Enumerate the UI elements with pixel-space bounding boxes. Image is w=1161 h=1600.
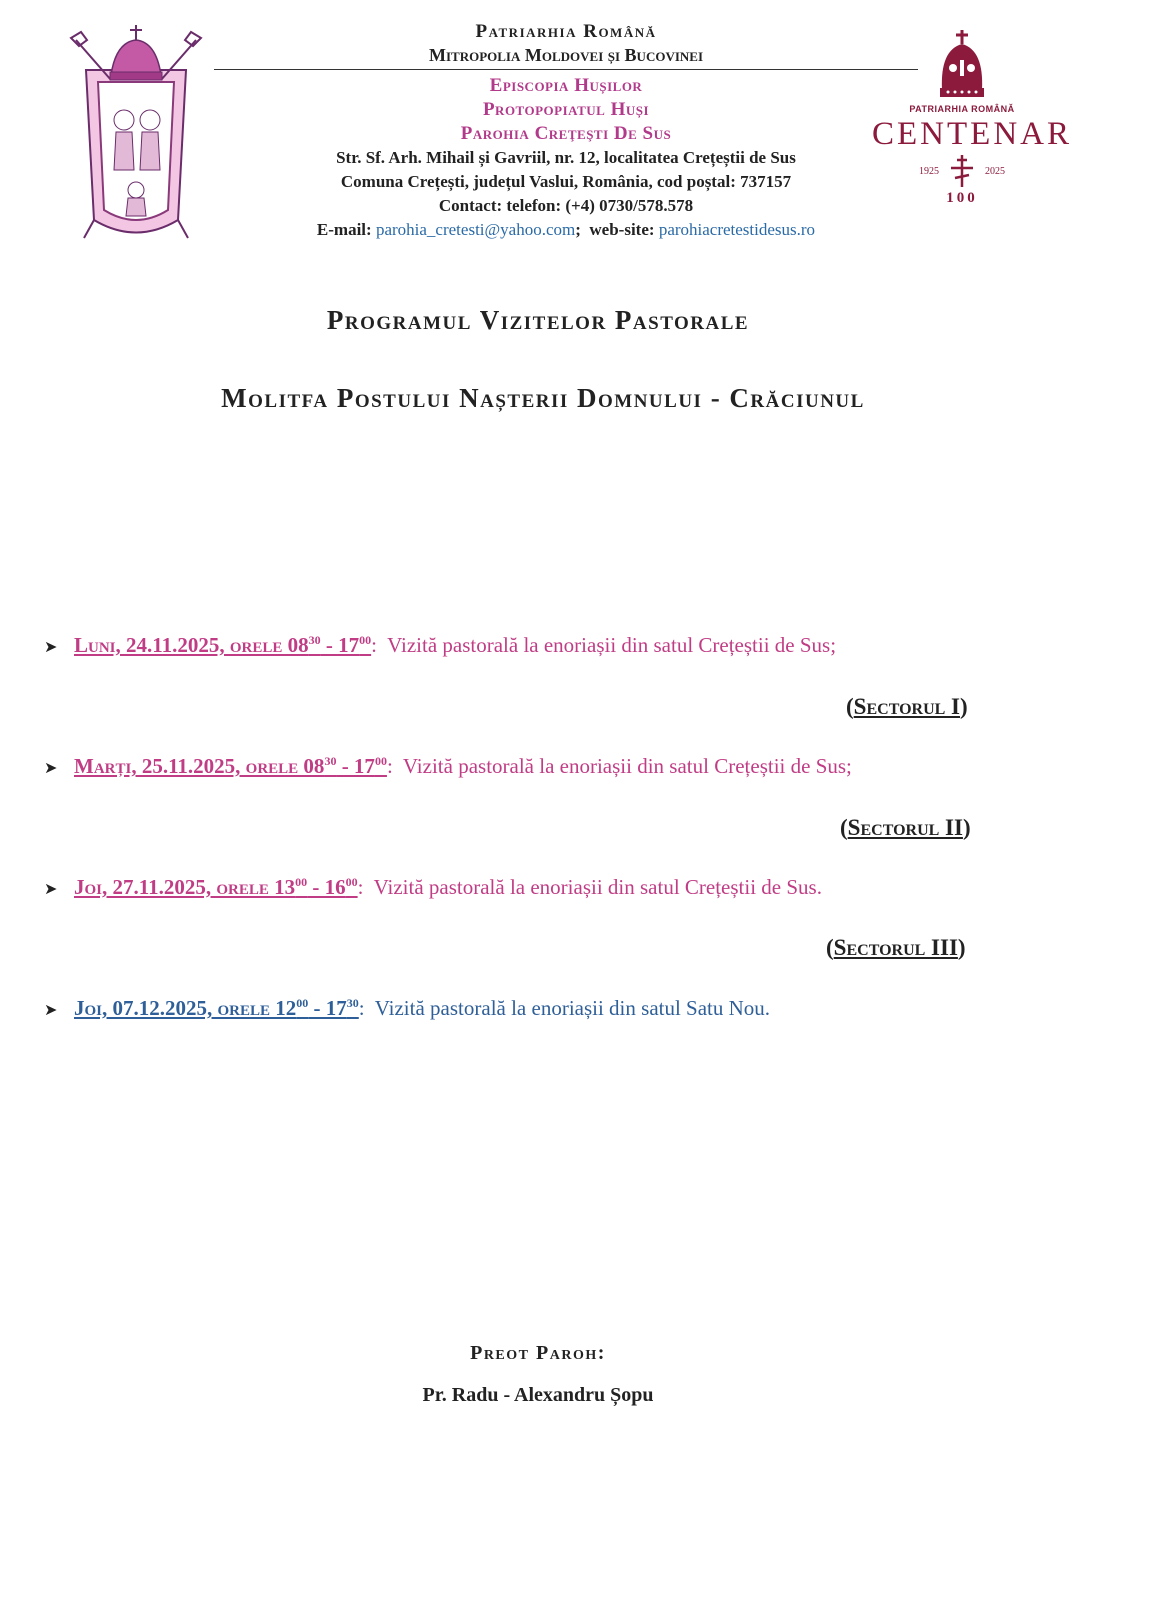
schedule-colon: : [371,633,377,657]
schedule-colon: : [357,875,364,899]
arrow-bullet-icon: ➤ [44,760,58,778]
schedule-day: Luni, 24.11.2025, orele 08 [74,633,309,657]
address-line-1: Str. Sf. Arh. Mihail și Gavriil, nr. 12, localitatea Crețeștii de Sus [336,148,796,167]
header-divider [214,69,918,70]
schedule-item [44,633,836,658]
centenar-title: CENTENAR [872,116,1072,152]
schedule-day: Joi, 07.12.2025, orele 12 [74,996,297,1020]
orthodox-cross-icon [949,154,975,188]
centenar-years [872,154,1052,188]
start-minutes: 30 [324,754,337,768]
end-hour: - 17 [308,996,347,1020]
email-link[interactable]: parohia_cretesti@yahoo.com [375,220,576,239]
start-minutes: 00 [296,996,309,1010]
document-subtitle: Molitfa Postului Nașterii Domnului - Crăciunul [221,383,865,413]
schedule-description: Vizită pastorală la enoriașii din satul Crețeștii de Sus; [402,754,852,778]
schedule-day: Marți, 25.11.2025, orele 08 [74,754,325,778]
end-minutes: 00 [359,633,372,647]
schedule-when [74,875,358,899]
centenar-patriarchy-text: PATRIARHIA ROMÂNĂ [909,104,1015,114]
end-hour: - 17 [336,754,375,778]
document-title: Programul Vizitelor Pastorale [326,305,750,335]
schedule-when [74,633,371,657]
deanery-name: Protopopiatul Huși [482,99,650,120]
centenar-year-start: 1925 [919,165,939,177]
sector-paren-open: ( [826,935,834,960]
centenar-number: 100 [946,190,978,206]
arrow-bullet-icon: ➤ [44,639,58,657]
schedule-description: Vizită pastorală la enoriașii din satul Crețeștii de Sus. [373,875,822,899]
sector-paren-close: ) [960,694,968,719]
arrow-bullet-icon: ➤ [44,881,58,899]
sector-paren-open: ( [840,815,848,840]
end-minutes: 00 [345,875,358,889]
start-minutes: 30 [308,633,321,647]
sector-paren-close: ) [962,815,971,840]
letterhead [214,20,918,242]
sector-paren-open: ( [846,694,854,719]
end-hour: - 16 [307,875,346,899]
contact-separator: ; [575,220,581,239]
patriarchy-name: Patriarhia Română [475,21,657,42]
sector-name: Sectorul I [853,694,960,719]
address-line-2: Comuna Crețești, județul Vaslui, România, cod poștal: 737157 [340,172,792,191]
sector-label [826,935,966,961]
email-label: E-mail: [316,220,372,239]
sector-name: Sectorul III [833,935,958,960]
centenar-year-end: 2025 [985,165,1005,177]
sector-paren-close: ) [957,935,966,960]
schedule-description: Vizită pastorală la enoriașii din satul Crețeștii de Sus; [387,633,837,657]
episcopate-name: Episcopia Hușilor [489,75,643,96]
schedule-day: Joi, 27.11.2025, orele 13 [74,875,296,899]
arrow-bullet-icon: ➤ [44,1002,58,1020]
end-hour: - 17 [320,633,360,657]
schedule-item [44,875,822,900]
end-minutes: 00 [374,754,387,768]
schedule-colon: : [358,996,365,1020]
schedule-colon: : [386,754,393,778]
signature-name: Pr. Radu - Alexandru Șopu [422,1384,654,1406]
website-label: web-site: [589,220,655,239]
end-minutes: 30 [346,996,359,1010]
sector-label [840,815,971,841]
contact-web [214,218,918,242]
schedule-item [44,996,770,1021]
metropolis-name: Mitropolia Moldovei și Bucovinei [428,45,704,65]
coat-of-arms-icon [66,20,206,242]
schedule-when [74,996,359,1020]
parish-name: Parohia Creţeşti De Sus [460,123,672,144]
sector-label [846,694,968,720]
schedule-when [74,754,387,778]
schedule-description: Vizită pastorală la enoriașii din satul Satu Nou. [374,996,771,1020]
signature-role: Preot Paroh: [470,1342,606,1364]
contact-phone: Contact: telefon: (+4) 0730/578.578 [438,196,694,215]
website-link[interactable]: parohiacretestidesus.ro [658,220,816,239]
start-minutes: 00 [295,875,308,889]
crown-icon [936,28,988,102]
sector-name: Sectorul II [847,815,963,840]
schedule-item [44,754,852,779]
centenar-logo [872,28,1072,243]
